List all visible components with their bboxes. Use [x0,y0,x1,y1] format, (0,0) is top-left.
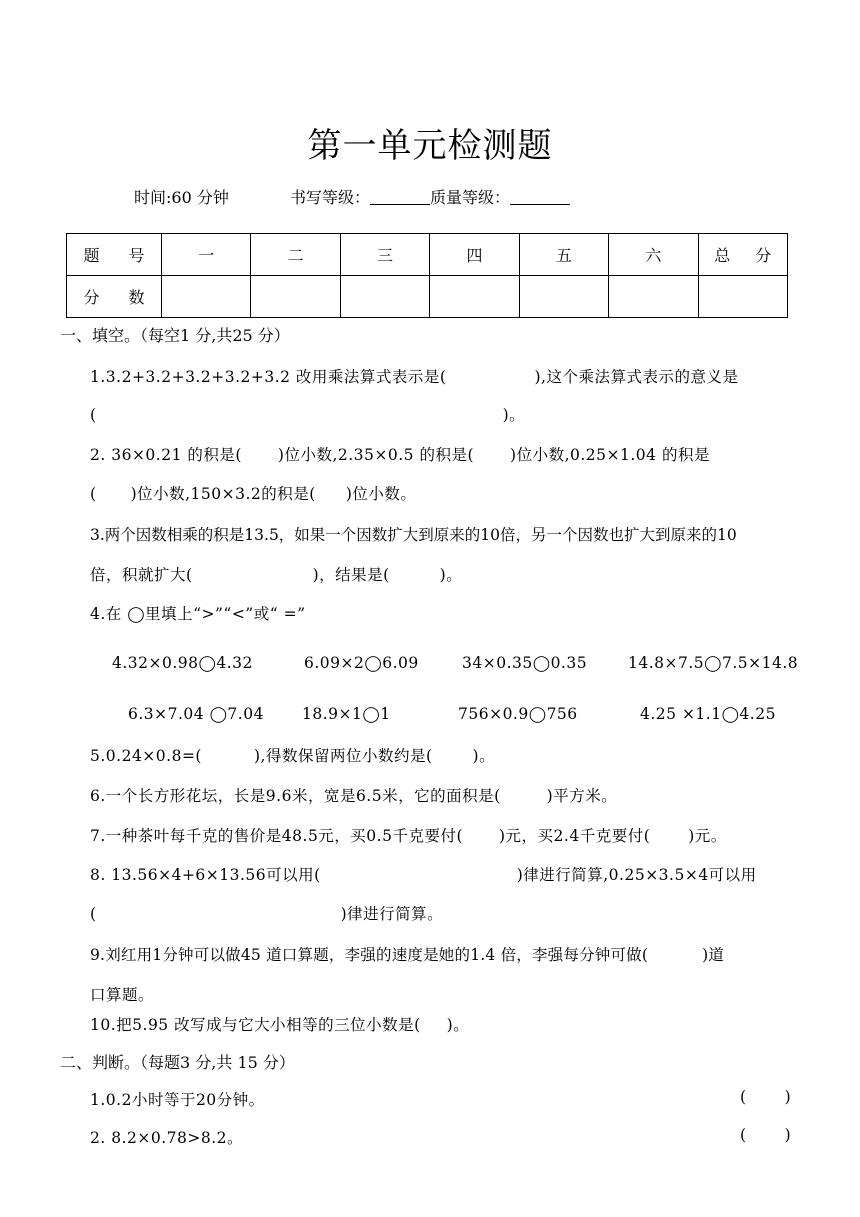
answer-paren-close: ) [784,1088,792,1106]
q3-text-b: 倍，积就扩大( [90,566,193,584]
q4-item: 14.8×7.5◯7.5×14.8 [628,654,799,672]
question-7 [90,824,727,846]
q2-text-f: )位小数。 [345,485,417,503]
q1-text-a: 1.3.2+3.2+3.2+3.2+3.2 改用乘法算式表示是( [90,368,447,386]
score-cell: 二 [251,234,340,276]
score-cell: 四 [430,234,519,276]
q5-text-b: ),得数保留两位小数约是( [253,747,433,765]
q10-text-a: 10.把5.95 改写成与它大小相等的三位小数是( [90,1016,421,1034]
score-input-cell[interactable] [519,276,608,318]
question-2-line2 [90,482,416,504]
score-cell: 总 分 [698,234,787,276]
writing-grade-label: 书写等级： [290,188,371,207]
judge-1-answer[interactable] [740,1088,791,1106]
score-row-label: 分 数 [67,276,162,318]
q9-text-b: )道 [702,946,725,964]
answer-paren-open: ( [740,1126,747,1144]
question-8-line1 [90,863,757,885]
question-2-line1 [90,443,710,465]
q9-text-a: 9.刘红用1分钟可以做45 道口算题，李强的速度是她的1.4 倍，李强每分钟可做( [90,946,649,964]
score-input-cell[interactable] [340,276,429,318]
q4-item: 18.9×1◯1 [302,705,391,723]
question-5 [90,744,495,766]
score-cell: 三 [340,234,429,276]
q7-text-a: 7.一种茶叶每千克的售价是48.5元，买0.5千克要付( [90,827,463,845]
q4-item: 756×0.9◯756 [458,705,578,723]
q4-item: 34×0.35◯0.35 [462,654,588,672]
q6-text-a: 6.一个长方形花坛，长是9.6米，宽是6.5米，它的面积是( [90,787,501,805]
q3-text-d: )。 [439,566,463,584]
quality-grade-blank[interactable] [510,204,570,205]
q1-text-d: )。 [502,406,526,424]
q2-text-d: ( [90,485,97,503]
q10-text-b: )。 [446,1016,470,1034]
judge-2-answer[interactable] [740,1126,791,1144]
q8-text-c: ( [90,905,97,923]
q1-text-c: ( [90,406,97,424]
q4-item: 4.32×0.98◯4.32 [112,654,253,672]
q4-item: 4.25 ×1.1◯4.25 [640,705,776,723]
q4-item: 6.09×2◯6.09 [304,654,419,672]
score-cell: 六 [609,234,698,276]
q7-text-b: )元，买2.4千克要付( [499,827,651,845]
q8-text-d: )律进行简算。 [340,905,444,923]
score-input-cell[interactable] [698,276,787,318]
answer-paren-open: ( [740,1088,747,1106]
time-label: 时间:60 分钟 [134,188,229,207]
question-6 [90,784,617,806]
page-title: 第一单元检测题 [307,126,553,166]
q3-text-c: )，结果是( [312,566,390,584]
score-cell: 题 号 [67,234,162,276]
writing-grade [290,185,570,208]
q2-text-a: 2. 36×0.21 的积是( [90,446,242,464]
score-input-cell[interactable] [609,276,698,318]
q2-text-b: )位小数,2.35×0.5 的积是( [277,446,475,464]
q6-text-b: )平方米。 [546,787,618,805]
judge-2: 2. 8.2×0.78>8.2。 [90,1129,244,1147]
question-9-line1 [90,943,724,965]
score-table [66,233,788,318]
question-3-line1: 3.两个因数相乘的积是13.5，如果一个因数扩大到原来的10倍，另一个因数也扩大到原来的10 [90,526,737,544]
judge-1: 1.0.2小时等于20分钟。 [90,1091,265,1109]
score-cell: 五 [519,234,608,276]
q5-text-a: 5.0.24×0.8=( [90,747,202,765]
score-input-cell[interactable] [251,276,340,318]
q8-text-a: 8. 13.56×4+6×13.56可以用( [90,866,321,884]
writing-grade-blank[interactable] [370,204,430,205]
score-table-header-row [67,234,788,276]
question-1-line2 [90,403,525,425]
question-1-line1 [90,365,738,387]
question-8-line2 [90,902,443,924]
score-table-score-row [67,276,788,318]
q7-text-c: )元。 [688,827,727,845]
q1-text-b: ),这个乘法算式表示的意义是 [534,368,739,386]
q5-text-c: )。 [472,747,496,765]
quality-grade-label: 质量等级： [430,188,511,207]
q8-text-b: )律进行简算,0.25×3.5×4可以用 [516,866,757,884]
section2-heading: 二、判断。（每题3 分,共 15 分） [60,1053,295,1072]
score-input-cell[interactable] [430,276,519,318]
q4-item: 6.3×7.04 ◯7.04 [128,705,264,723]
score-cell: 一 [162,234,251,276]
section1-heading: 一、填空。（每空1 分,共25 分） [60,326,290,345]
q2-text-c: )位小数,0.25×1.04 的积是 [510,446,710,464]
question-10 [90,1013,469,1035]
question-3-line2 [90,563,462,585]
q2-text-e: )位小数,150×3.2的积是( [130,485,316,503]
question-4-label: 4.在 ◯里填上“>”“<”或“ =” [90,605,306,623]
question-9-line2: 口算题。 [90,986,155,1004]
score-input-cell[interactable] [162,276,251,318]
answer-paren-close: ) [784,1126,792,1144]
